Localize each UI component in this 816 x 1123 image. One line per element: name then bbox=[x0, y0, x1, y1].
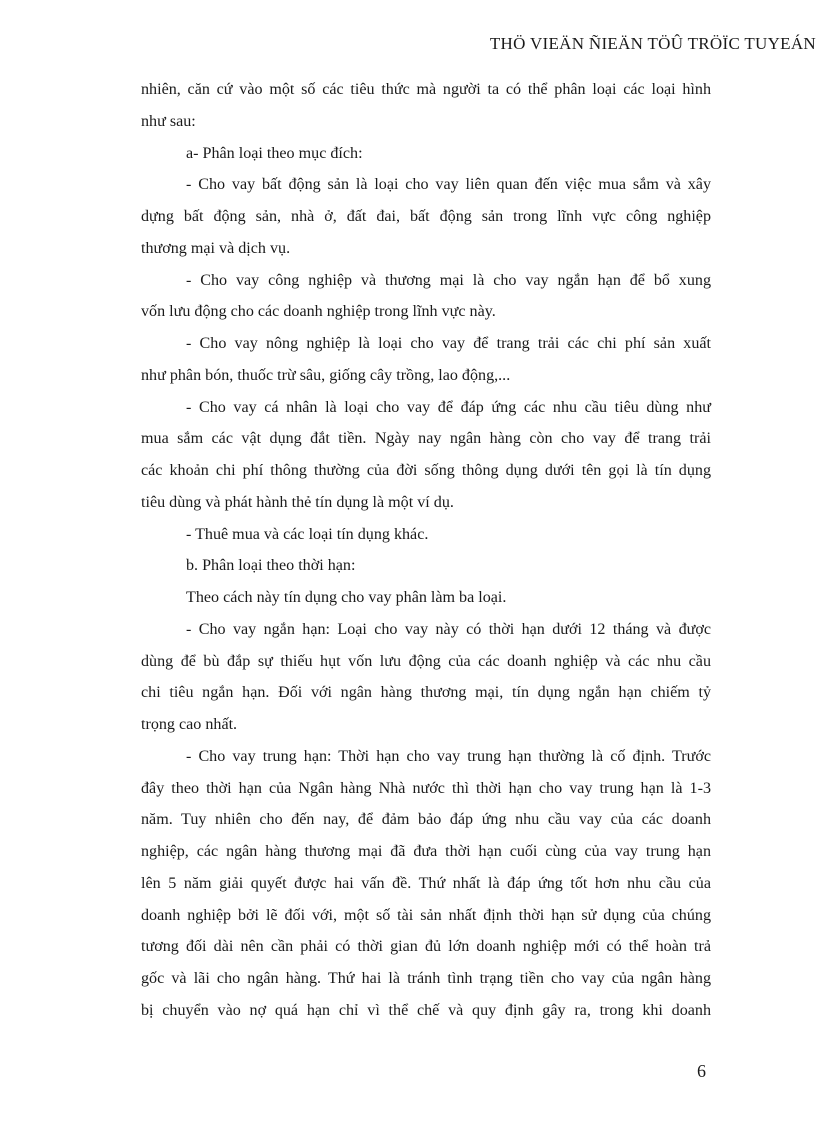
text-line: - Cho vay công nghiệp và thương mại là cho vay ngắn hạn để bổ xung bbox=[186, 271, 711, 289]
text-line: - Thuê mua và các loại tín dụng khác. bbox=[186, 525, 429, 543]
body-text bbox=[141, 74, 711, 1027]
text-line: - Cho vay trung hạn: Thời hạn cho vay trung hạn thường là cố định. Trước bbox=[186, 747, 711, 765]
text-line: - Cho vay nông nghiệp là loại cho vay để trang trải các chi phí sản xuất bbox=[186, 335, 711, 352]
text-line: dùng để bù đắp sự thiếu hụt vốn lưu động của các doanh nghiệp và các nhu cầu bbox=[141, 652, 711, 670]
text-line: chi tiêu ngắn hạn. Đối với ngân hàng thương mại, tín dụng ngắn hạn chiếm tỷ bbox=[141, 684, 711, 702]
text-line: tiêu dùng và phát hành thẻ tín dụng là một ví dụ. bbox=[141, 493, 454, 511]
text-line: - Cho vay bất động sản là loại cho vay liên quan đến việc mua sắm và xây bbox=[186, 176, 711, 194]
text-line: doanh nghiệp bởi lẽ đối với, một số tài sản nhất định thời hạn sử dụng của chúng bbox=[141, 906, 711, 924]
text-line: bị chuyển vào nợ quá hạn chỉ vì thể chế và quy định gây ra, trong khi doanh bbox=[141, 1001, 711, 1019]
text-line: vốn lưu động cho các doanh nghiệp trong lĩnh vực này. bbox=[141, 303, 496, 321]
text-line: b. Phân loại theo thời hạn: bbox=[186, 557, 356, 575]
text-line: tương đối dài nên cần phải có thời gian đủ lớn doanh nghiệp mới có thể hoàn trả bbox=[141, 938, 711, 956]
text-line: - Cho vay cá nhân là loại cho vay để đáp ứng các nhu cầu tiêu dùng như bbox=[186, 398, 711, 416]
text-line: đây theo thời hạn của Ngân hàng Nhà nước thì thời hạn cho vay trung hạn là 1-3 bbox=[141, 779, 711, 797]
text-line: a- Phân loại theo mục đích: bbox=[186, 144, 363, 162]
text-line: thương mại và dịch vụ. bbox=[141, 239, 291, 257]
text-line: lên 5 năm giải quyết được hai vấn đề. Thứ nhất là đáp ứng tốt hơn nhu cầu của bbox=[141, 874, 711, 892]
text-line: - Cho vay ngắn hạn: Loại cho vay này có thời hạn dưới 12 tháng và được bbox=[186, 620, 711, 638]
text-line: như phân bón, thuốc trừ sâu, giống cây trồng, lao động,... bbox=[141, 366, 511, 384]
text-line: gốc và lãi cho ngân hàng. Thứ hai là tránh tình trạng tiền cho vay của ngân hàng bbox=[141, 970, 711, 987]
text-line: nghiệp, các ngân hàng thương mại đã đưa thời hạn cuối cùng của vay trung hạn bbox=[141, 843, 711, 860]
text-line: dựng bất động sản, nhà ở, đất đai, bất động sản trong lĩnh vực công nghiệp bbox=[141, 208, 711, 225]
text-line: năm. Tuy nhiên cho đến nay, để đảm bảo đáp ứng nhu cầu vay của các doanh bbox=[141, 811, 711, 829]
text-line: Theo cách này tín dụng cho vay phân làm ba loại. bbox=[186, 589, 507, 606]
page-header-title: THÖ VIEÄN ÑIEÄN TÖÛ TRÖÏC TUYEÁN bbox=[489, 34, 816, 53]
text-line: nhiên, căn cứ vào một số các tiêu thức mà người ta có thể phân loại các loại hình bbox=[141, 81, 711, 98]
page-number: 6 bbox=[697, 1061, 706, 1081]
text-line: trọng cao nhất. bbox=[141, 716, 238, 733]
text-line: mua sắm các vật dụng đắt tiền. Ngày nay ngân hàng còn cho vay để trang trải bbox=[141, 430, 711, 448]
text-line: như sau: bbox=[141, 112, 196, 130]
text-line: các khoản chi phí thông thường của đời sống thông dụng dưới tên gọi là tín dụng bbox=[141, 462, 711, 479]
